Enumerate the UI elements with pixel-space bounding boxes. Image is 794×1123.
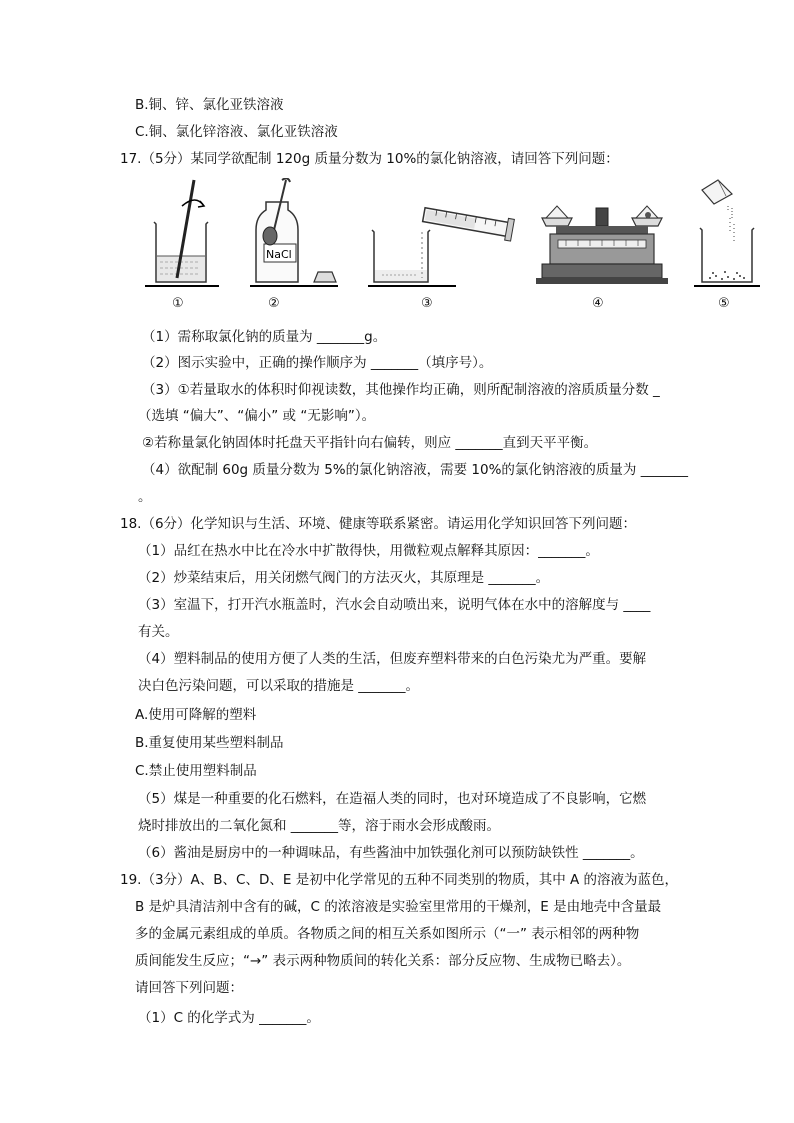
q18-part-3a: （3）室温下，打开汽水瓶盖时，汽水会自动喷出来，说明气体在水中的溶解度与 ____ <box>138 597 651 613</box>
q18-part-3b: 有关。 <box>138 624 179 640</box>
q18-option-a: A.使用可降解的塑料 <box>135 707 257 723</box>
q19-line-3: 多的金属元素组成的单质。各物质之间的相互关系如图所示（“一” 表示相邻的两种物 <box>135 926 640 942</box>
q18-part-5b: 烧时排放出的二氧化氮和 _______等，溶于雨水会形成酸雨。 <box>138 818 501 834</box>
cylinder-pouring-figure <box>366 178 516 290</box>
figure-label-3: ③ <box>421 296 433 311</box>
beaker-stirring-figure <box>142 178 222 290</box>
q19-part-1: （1）C 的化学式为 _______。 <box>138 1010 320 1026</box>
q18-part-5a: （5）煤是一种重要的化石燃料，在造福人类的同时，也对环境造成了不良影响，它燃 <box>138 791 647 807</box>
q18-option-c: C.禁止使用塑料制品 <box>135 763 257 779</box>
figure-label-1: ① <box>172 296 184 311</box>
nacl-bottle-figure <box>244 178 344 290</box>
nacl-bottle-label: NaCl <box>266 248 292 261</box>
balance-scale-figure <box>532 178 672 290</box>
q19-line-4: 质间能发生反应；“→” 表示两种物质间的转化关系：部分反应物、生成物已略去）。 <box>135 953 631 969</box>
q17-part-4a: （4）欲配制 60g 质量分数为 5%的氯化钠溶液，需要 10%的氯化钠溶液的质量为 _______ <box>142 462 688 478</box>
q18-option-b: B.重复使用某些塑料制品 <box>135 735 284 751</box>
q17-part-4b: 。 <box>138 489 152 505</box>
q17-part-3a: （3）①若量取水的体积时仰视读数，其他操作均正确，则所配制溶液的溶质质量分数 _ <box>142 382 660 398</box>
q17-part-1: （1）需称取氯化钠的质量为 _______g。 <box>142 329 387 345</box>
q17-part-3b: （选填 “偏大”、“偏小” 或 “无影响”）。 <box>138 408 376 424</box>
q18-part-6: （6）酱油是厨房中的一种调味品，有些酱油中加铁强化剂可以预防缺铁性 _______。 <box>138 845 644 861</box>
q18-part-2: （2）炒菜结束后，用关闭燃气阀门的方法灭火，其原理是 _______。 <box>138 570 550 586</box>
q16-option-b: B.铜、锌、氯化亚铁溶液 <box>135 97 284 113</box>
figure-label-5: ⑤ <box>718 296 730 311</box>
q17-stem: 17.（5分）某同学欲配制 120g 质量分数为 10%的氯化钠溶液，请回答下列问题： <box>120 151 619 167</box>
q16-option-c: C.铜、氯化锌溶液、氯化亚铁溶液 <box>135 124 338 140</box>
q18-stem: 18.（6分）化学知识与生活、环境、健康等联系紧密。请运用化学知识回答下列问题： <box>120 516 637 532</box>
q18-part-4b: 决白色污染问题，可以采取的措施是 _______。 <box>138 678 420 694</box>
q19-line-2: B 是炉具清洁剂中含有的碱，C 的浓溶液是实验室里常用的干燥剂，E 是由地壳中含量最 <box>135 899 662 915</box>
q17-part-3c: ②若称量氯化钠固体时托盘天平指针向右偏转，则应 _______直到天平平衡。 <box>142 435 598 451</box>
q19-line-5: 请回答下列问题： <box>135 980 243 996</box>
q18-part-4a: （4）塑料制品的使用方便了人类的生活，但废弃塑料带来的白色污染尤为严重。要解 <box>138 651 647 667</box>
q17-figure-row <box>0 178 794 318</box>
paper-pouring-figure <box>692 178 762 290</box>
q18-part-1: （1）品红在热水中比在冷水中扩散得快，用微粒观点解释其原因：_______。 <box>138 543 599 559</box>
figure-label-4: ④ <box>592 296 604 311</box>
q17-part-2: （2）图示实验中，正确的操作顺序为 _______（填序号）。 <box>142 355 493 371</box>
q19-line-1: 19.（3分）A、B、C、D、E 是初中化学常见的五种不同类别的物质，其中 A 的溶液为蓝色， <box>120 872 679 888</box>
figure-label-2: ② <box>268 296 280 311</box>
